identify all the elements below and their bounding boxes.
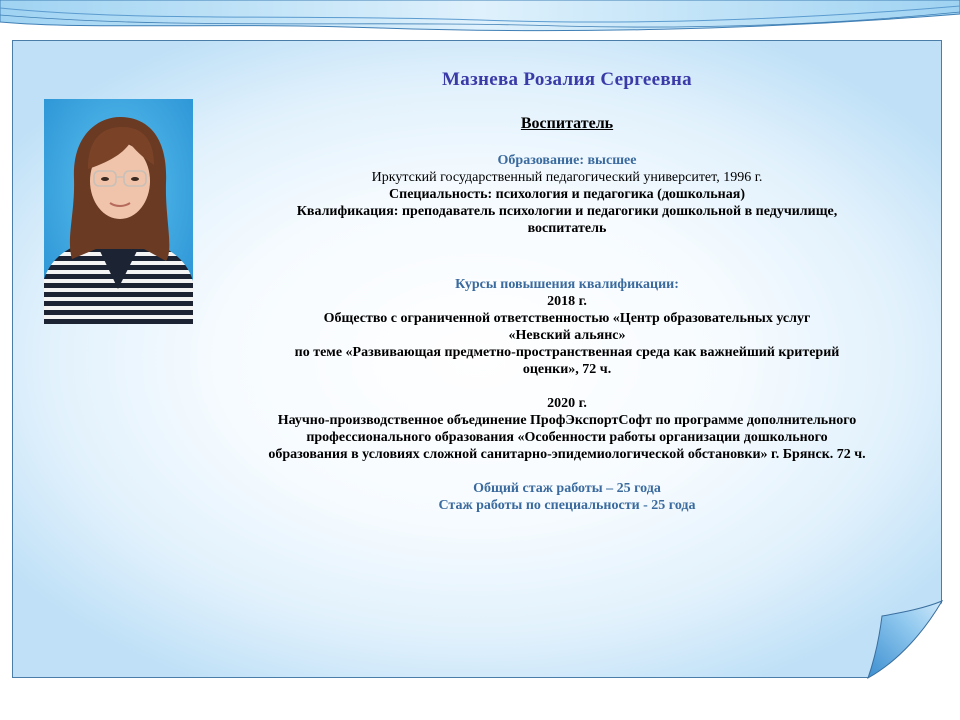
education-qualification [220,203,914,237]
course-item-2020 [220,395,914,463]
profile-photo [44,99,193,324]
course-line: оценки», 72 ч. [522,362,612,377]
position-title: Воспитатель [520,115,614,132]
qualification-line-2: воспитатель [527,221,607,236]
course-line: Научно-производственное объединение ПрофЭкспортСофт по программе дополнительного [277,413,857,428]
course-line: по теме «Развивающая предметно-пространственная среда как важнейший критерий [294,345,840,360]
portrait-image [44,99,193,324]
course-line: Общество с ограниченной ответственностью «Центр образовательных услуг [323,311,811,326]
courses-heading: Курсы повышения квалификации: [455,277,679,292]
education-specialty: Специальность: психология и педагогика (дошкольная) [389,187,745,202]
top-wave-banner [0,0,960,40]
qualification-line-1: Квалификация: преподаватель психологии и педагогики дошкольной в педучилище, [296,204,838,219]
course-year: 2018 г. [547,294,587,309]
person-name: Мазнева Розалия Сергеевна [442,69,692,90]
course-line: образования в условиях сложной санитарно-эпидемиологической обстановки» г. Брянск. 72 ч. [268,447,866,462]
course-year: 2020 г. [547,396,587,411]
profile-content [220,60,914,514]
experience-specialty: Стаж работы по специальности - 25 года [438,498,696,513]
course-item-2018 [220,293,914,378]
course-line: «Невский альянс» [508,328,626,343]
experience-total: Общий стаж работы – 25 года [473,481,661,496]
education-heading: Образование: высшее [497,153,637,168]
education-institution: Иркутский государственный педагогический университет, 1996 г. [371,170,763,185]
course-line: профессионального образования «Особенности работы организации дошкольного [306,430,828,445]
